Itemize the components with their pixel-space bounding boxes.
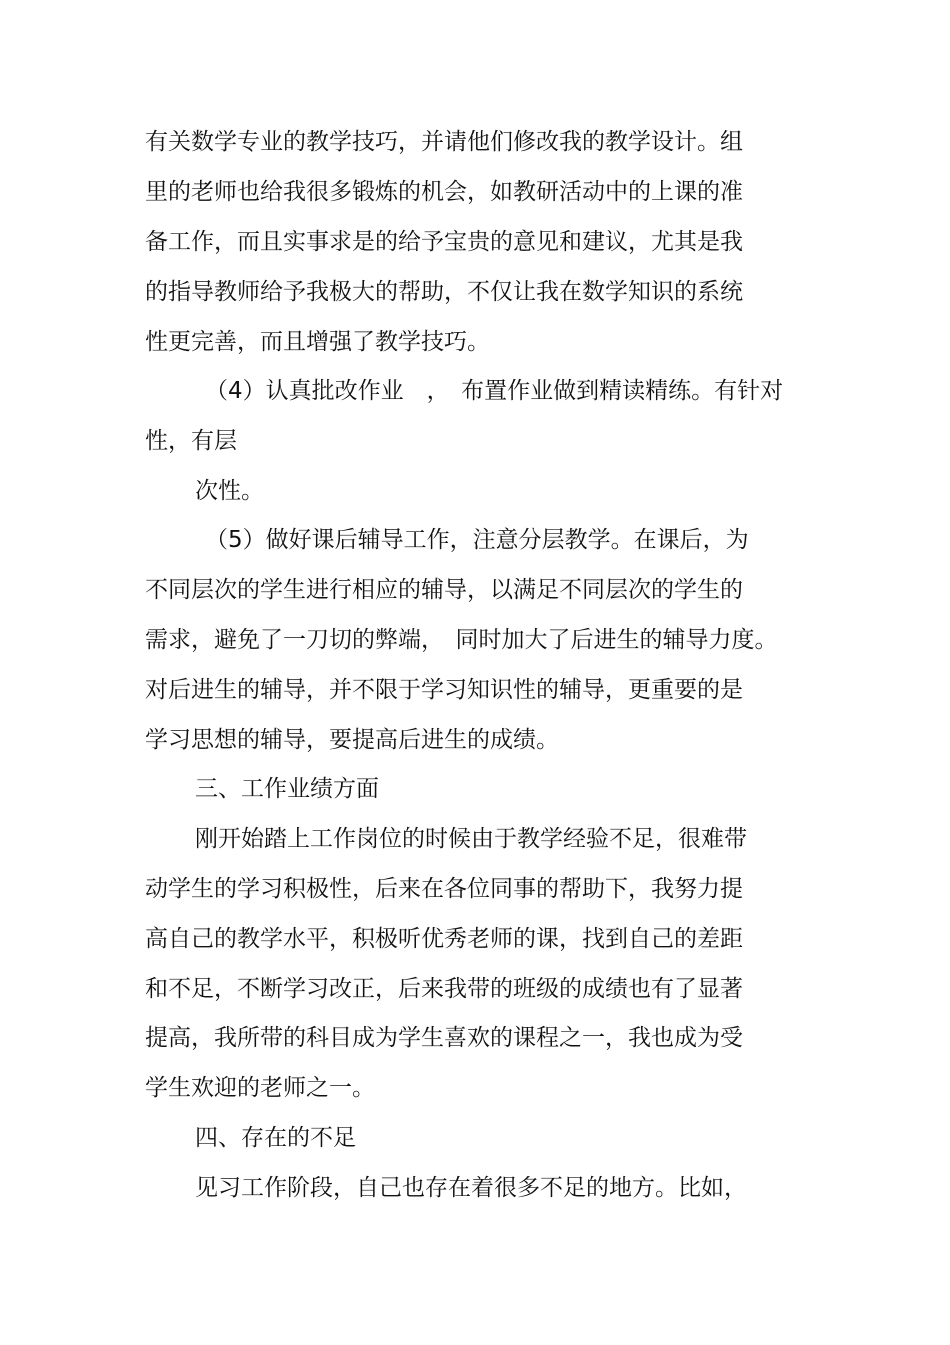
- paragraph-line: 性更完善，而且增强了教学技巧。: [145, 329, 490, 355]
- paragraph-line: 刚开始踏上工作岗位的时候由于教学经验不足，很难带: [195, 826, 747, 852]
- paragraph-line: 的指导教师给予我极大的帮助，不仅让我在数学知识的系统: [145, 279, 743, 305]
- paragraph-line: 学生欢迎的老师之一。: [145, 1075, 375, 1101]
- paragraph-line: 见习工作阶段，自己也存在着很多不足的地方。比如，: [195, 1175, 747, 1201]
- paragraph-line: 学习思想的辅导，要提高后进生的成绩。: [145, 727, 559, 753]
- paragraph-line: 不同层次的学生进行相应的辅导，以满足不同层次的学生的: [145, 577, 743, 603]
- paragraph-line: 和不足，不断学习改正，后来我带的班级的成绩也有了显著: [145, 976, 743, 1002]
- section-heading-4: 四、存在的不足: [195, 1125, 356, 1151]
- list-item-5: （5）做好课后辅导工作，注意分层教学。在课后，为: [205, 527, 749, 553]
- paragraph-line: 对后进生的辅导，并不限于学习知识性的辅导，更重要的是: [145, 677, 743, 703]
- section-heading-3: 三、工作业绩方面: [195, 776, 379, 802]
- paragraph-line: 高自己的教学水平，积极听优秀老师的课，找到自己的差距: [145, 926, 743, 952]
- paragraph-line: 备工作，而且实事求是的给予宝贵的意见和建议，尤其是我: [145, 229, 743, 255]
- paragraph-line: 需求，避免了一刀切的弊端， 同时加大了后进生的辅导力度。: [145, 627, 778, 653]
- paragraph-line: 动学生的学习积极性，后来在各位同事的帮助下，我努力提: [145, 876, 743, 902]
- list-item-4: （4）认真批改作业 ， 布置作业做到精读精练。有针对: [205, 378, 784, 404]
- paragraph-line: 有关数学专业的教学技巧，并请他们修改我的教学设计。组: [145, 129, 743, 155]
- paragraph-line: 次性。: [195, 478, 264, 504]
- paragraph-line: 里的老师也给我很多锻炼的机会，如教研活动中的上课的准: [145, 179, 743, 205]
- paragraph-line: 提高，我所带的科目成为学生喜欢的课程之一，我也成为受: [145, 1025, 743, 1051]
- paragraph-line: 性，有层: [145, 428, 237, 454]
